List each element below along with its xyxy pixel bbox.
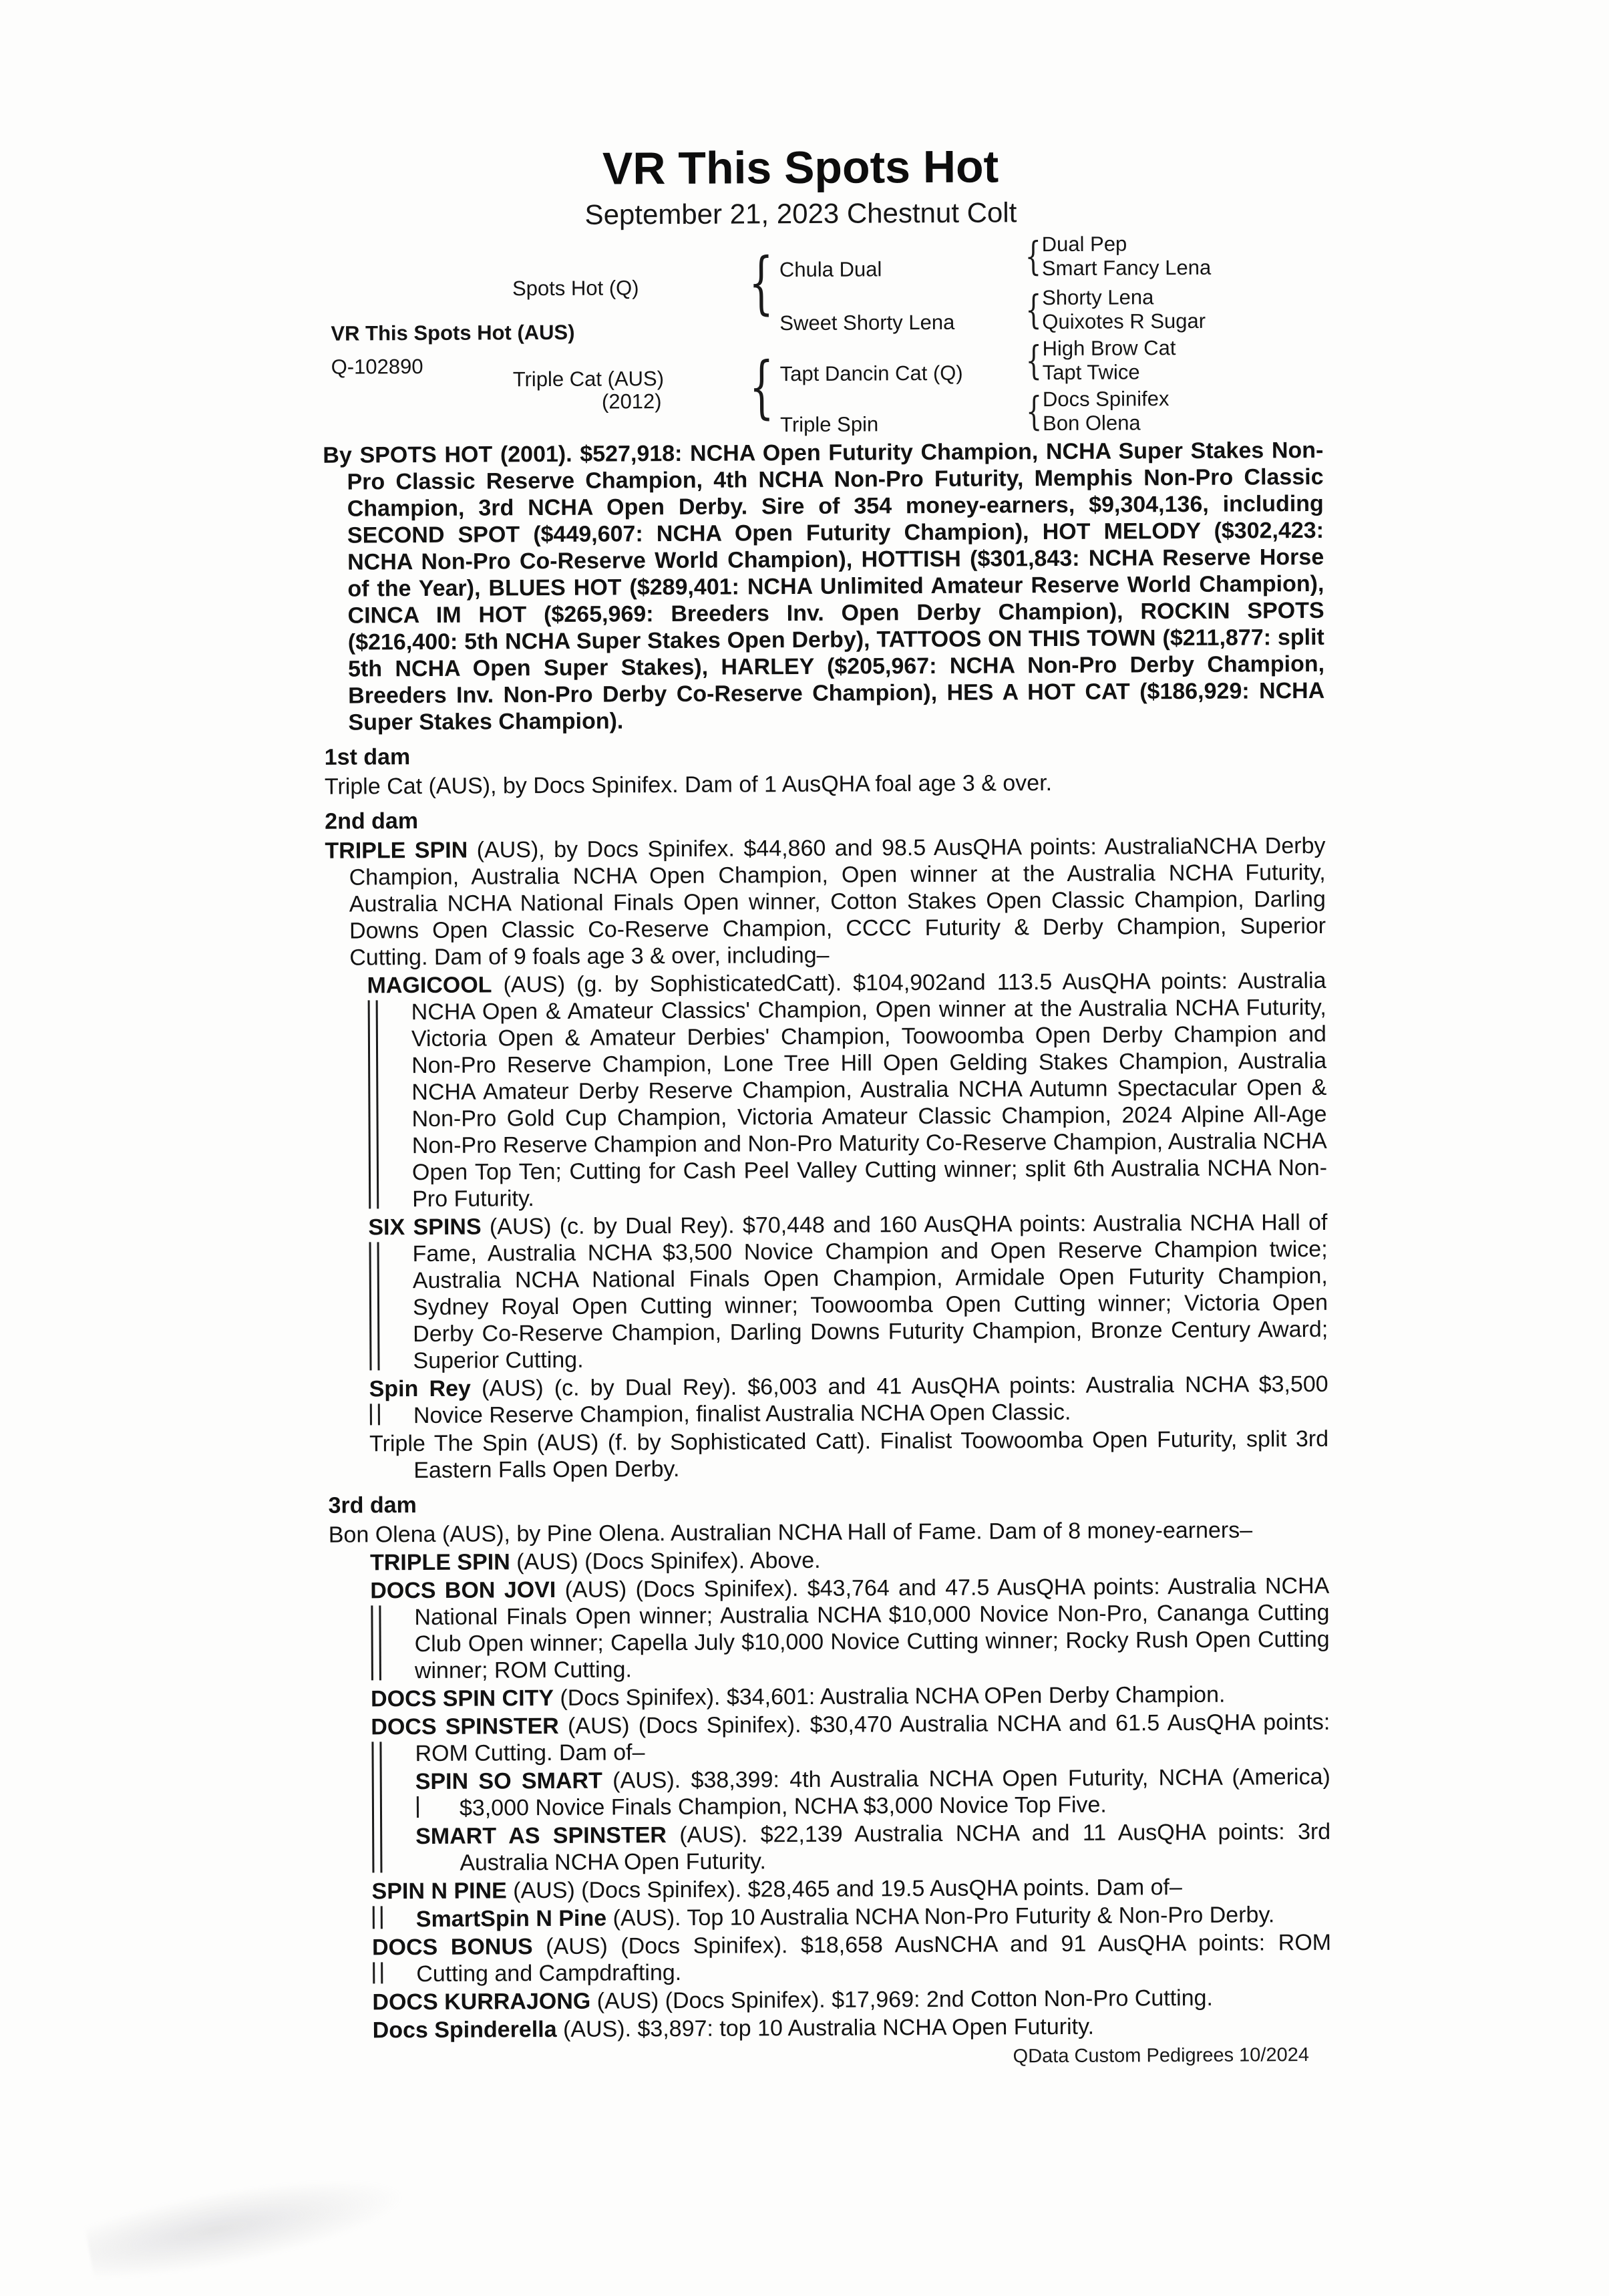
tree-g3-name: Dual Pep [1041, 232, 1127, 257]
offspring-entry [369, 1426, 1328, 1484]
offspring-entry [370, 1544, 1329, 1577]
pedigree-brace: { [1025, 388, 1043, 434]
horse-name: Spin Rey [369, 1375, 471, 1402]
first-dam-record: Triple Cat (AUS), by Docs Spinifex. Dam of 1 AusQHA foal age 3 & over. [324, 770, 1053, 800]
tree-dam-name: Triple Cat (AUS) [512, 367, 665, 391]
continuation-bars [373, 1962, 383, 1983]
horse-name: MAGICOOL [367, 972, 492, 999]
foal-date-and-color: September 21, 2023 Chestnut Colt [584, 196, 1017, 230]
record-text: (AUS) (Docs Spinifex). $30,470 Australia NCHA and 61.5 AusQHA points: ROM Cutting. Dam of– [415, 1709, 1330, 1767]
third-dam-heading: 3rd dam [328, 1492, 417, 1518]
horse-name: DOCS BONUS [371, 1934, 533, 1961]
tree-g3-name: Shorty Lena [1042, 285, 1154, 310]
horse-name: DOCS SPIN CITY [371, 1685, 554, 1712]
tree-g3-name: High Brow Cat [1042, 336, 1176, 361]
tree-g3-name: Bon Olena [1043, 411, 1141, 436]
pedigree-text-body [323, 437, 1332, 2074]
horse-name: TRIPLE SPIN [369, 1549, 510, 1576]
offspring-entry [372, 1929, 1331, 1988]
offspring-entry [372, 1984, 1331, 2016]
tree-g3-name: Docs Spinifex [1042, 387, 1170, 412]
offspring-entry [415, 1818, 1330, 1876]
record-text: (AUS). $3,897: top 10 Australia NCHA Open Futurity. [556, 2013, 1095, 2042]
continuation-bars [373, 1906, 383, 1929]
horse-name: SPIN N PINE [371, 1878, 507, 1905]
pedigree-brace: { [1025, 287, 1042, 333]
record-text: (AUS) (Docs Spinifex). Above. [510, 1547, 821, 1575]
pedigree-tree [0, 0, 1606, 458]
tree-g3-name: Tapt Twice [1042, 360, 1140, 385]
pedigree-brace: { [749, 347, 775, 427]
record-text: (AUS). Top 10 Australia NCHA Non-Pro Futurity & Non-Pro Derby. [606, 1902, 1275, 1931]
tree-sire-dam: Sweet Shorty Lena [779, 310, 955, 335]
tree-dam-year: (2012) [601, 389, 662, 414]
horse-name: DOCS SPINSTER [371, 1713, 559, 1740]
second-dam-heading: 2nd dam [325, 808, 419, 834]
horse-name: SmartSpin N Pine [415, 1905, 607, 1933]
offspring-entry [367, 967, 1327, 1213]
pedigree-brace: { [748, 242, 774, 323]
page-title: VR This Spots Hot [602, 141, 999, 194]
record-text: (AUS) (Docs Spinifex). $17,969: 2nd Cotton Non-Pro Cutting. [590, 1985, 1214, 2014]
record-text: (Docs Spinifex). $34,601: Australia NCHA OPen Derby Champion. [553, 1681, 1226, 1711]
horse-name: TRIPLE SPIN [325, 837, 468, 864]
pedigree-brace: { [1025, 233, 1042, 279]
offspring-entry [369, 1371, 1328, 1430]
offspring-entry [416, 1901, 1331, 1933]
tree-subject-name: VR This Spots Hot (AUS) [331, 320, 575, 345]
second-dam-record [325, 832, 1326, 971]
offspring-entry [368, 1209, 1328, 1375]
pedigree-brace: { [1025, 337, 1042, 383]
offspring-entry [371, 1709, 1330, 1768]
continuation-bars [371, 1605, 381, 1680]
tree-dam-dam: Triple Spin [780, 412, 879, 437]
horse-name: SIX SPINS [368, 1214, 482, 1241]
continuation-bars [369, 1242, 380, 1370]
record-text: (AUS) (g. by SophisticatedCatt). $104,902and 113.5 AusQHA points: Australia NCHA Open & Amateur Classics' Champion, Open winner at the Australia NCHA Futurity, Victoria Open & Amateur Derbies' Champion, Toowoomba Open Derby Champion and Non-Pro Reserve Champion, Lone Tree Hill Open Gelding Stakes Champion, Australia NCHA Amateur Derby Reserve Champion, Australia NCHA Autumn Spectacular Open & Non-Pro Gold Cup Champion, Victoria Amateur Classic Champion, 2024 Alpine All-Age Non-Pro Reserve Champion and Non-Pro Maturity Co-Reserve Champion, Australia NCHA Open Top Ten; Cutting for Cash Peel Valley Cutting winner; split 6th Australia NCHA Non-Pro Futurity. [411, 967, 1328, 1212]
tree-sire-sire: Chula Dual [779, 257, 882, 282]
offspring-entry [370, 1573, 1330, 1685]
sire-record-paragraph: By SPOTS HOT (2001). $527,918: NCHA Open Futurity Champion, NCHA Super Stakes Non-Pro Classic Reserve Champion, 4th NCHA Non-Pro Futurity, Memphis Non-Pro Classic Champion, 3rd NCHA Open Derby. Sire of 354 money-earners, $9,304,136, including SECOND SPOT ($449,607: NCHA Open Futurity Champion), HOT MELODY ($302,423: NCHA Non-Pro Co-Reserve World Champion), HOTTISH ($301,843: NCHA Reserve Horse of the Year), BLUES HOT ($289,401: NCHA Unlimited Amateur Reserve World Champion), CINCA IM HOT ($265,969: Breeders Inv. Open Derby Champion), ROCKIN SPOTS ($216,400: 5th NCHA Super Stakes Open Derby), TATTOOS ON THIS TOWN ($211,877: split 5th NCHA Open Super Stakes), HARLEY ($205,967: NCHA Non-Pro Derby Champion, Breeders Inv. Non-Pro Derby Co-Reserve Champion), HES A HOT CAT ($186,929: NCHA Super Stakes Champion). [323, 437, 1325, 735]
horse-name: DOCS BON JOVI [370, 1577, 556, 1604]
tree-dam-sire: Tapt Dancin Cat (Q) [779, 361, 963, 386]
record-text: (AUS) (Docs Spinifex). $43,764 and 47.5 AusQHA points: Australia NCHA National Finals Open winner; Australia NCHA $10,000 Novice Non-Pro, Cananga Cutting Club Open winner; Capella July $10,000 Novice Cutting winner; Rocky Rush Open Cutting winner; ROM Cutting. [414, 1573, 1330, 1684]
offspring-entry [372, 1873, 1331, 1905]
record-text: (AUS) (Docs Spinifex). $28,465 and 19.5 AusQHA points. Dam of– [506, 1874, 1182, 1904]
tree-g3-name: Quixotes R Sugar [1042, 309, 1206, 334]
record-text: (AUS), by Docs Spinifex. $44,860 and 98.5 AusQHA points: AustraliaNCHA Derby Champion, Australia NCHA Open Champion, Open winner at the Australia NCHA Futurity, Australia NCHA National Finals Open winner, Cotton Stakes Open Classic Champion, Darling Downs Open Classic Co-Reserve Champion, CCCC Futurity & Derby Champion, Superior Cutting. Dam of 9 foals age 3 & over, including– [349, 832, 1326, 971]
third-dam-record: Bon Olena (AUS), by Pine Olena. Australian NCHA Hall of Fame. Dam of 8 money-earners– [328, 1517, 1253, 1548]
tree-subject-registration: Q-102890 [331, 354, 423, 379]
publisher-credit: QData Custom Pedigrees 10/2024 [1013, 2044, 1310, 2068]
continuation-bars [370, 1404, 380, 1425]
offspring-group [372, 1873, 1331, 1933]
horse-name: SPIN SO SMART [415, 1768, 602, 1795]
horse-name: Triple The Spin [369, 1430, 528, 1457]
continuation-bars [368, 1000, 379, 1208]
offspring-entry [415, 1764, 1330, 1822]
record-text: (AUS). $38,399: 4th Australia NCHA Open Futurity, NCHA (America) $3,000 Novice Finals Champion, NCHA $3,000 Novice Top Five. [459, 1764, 1330, 1821]
record-text: (AUS) (c. by Dual Rey). $70,448 and 160 AusQHA points: Australia NCHA Hall of Fame, Australia NCHA $3,500 Novice Champion and Open Reserve Champion twice; Australia NCHA National Finals Open Champion, Armidale Open Futurity Champion, Sydney Royal Open Cutting winner; Toowoomba Open Cutting winner; Victoria Open Derby Co-Reserve Champion, Darling Downs Futurity Champion, Bronze Century Award; Superior Cutting. [412, 1209, 1328, 1374]
record-text: (AUS) (f. by Sophisticated Catt). Finalist Toowoomba Open Futurity, split 3rd Eastern Falls Open Derby. [413, 1426, 1329, 1484]
first-dam-heading: 1st dam [324, 744, 411, 770]
offspring-entry [371, 1681, 1330, 1713]
tree-sire-name: Spots Hot (Q) [512, 276, 639, 301]
scan-smudge [83, 2159, 411, 2289]
record-text: (AUS) (Docs Spinifex). $18,658 AusNCHA and 91 AusQHA points: ROM Cutting and Campdrafting. [416, 1929, 1332, 1987]
tree-g3-name: Smart Fancy Lena [1041, 255, 1212, 281]
record-text: (AUS) (c. by Dual Rey). $6,003 and 41 AusQHA points: Australia NCHA $3,500 Novice Reserve Champion, finalist Australia NCHA Open Classic. [413, 1371, 1328, 1429]
offspring-entry [373, 2012, 1332, 2044]
horse-name: SMART AS SPINSTER [415, 1822, 667, 1850]
record-text: (AUS). $22,139 Australia NCHA and 11 AusQHA points: 3rd Australia NCHA Open Futurity. [460, 1818, 1331, 1876]
continuation-bar [417, 1796, 419, 1818]
horse-name: DOCS KURRAJONG [372, 1988, 591, 2015]
offspring-group [371, 1709, 1330, 1877]
horse-name: Docs Spinderella [372, 2016, 557, 2043]
